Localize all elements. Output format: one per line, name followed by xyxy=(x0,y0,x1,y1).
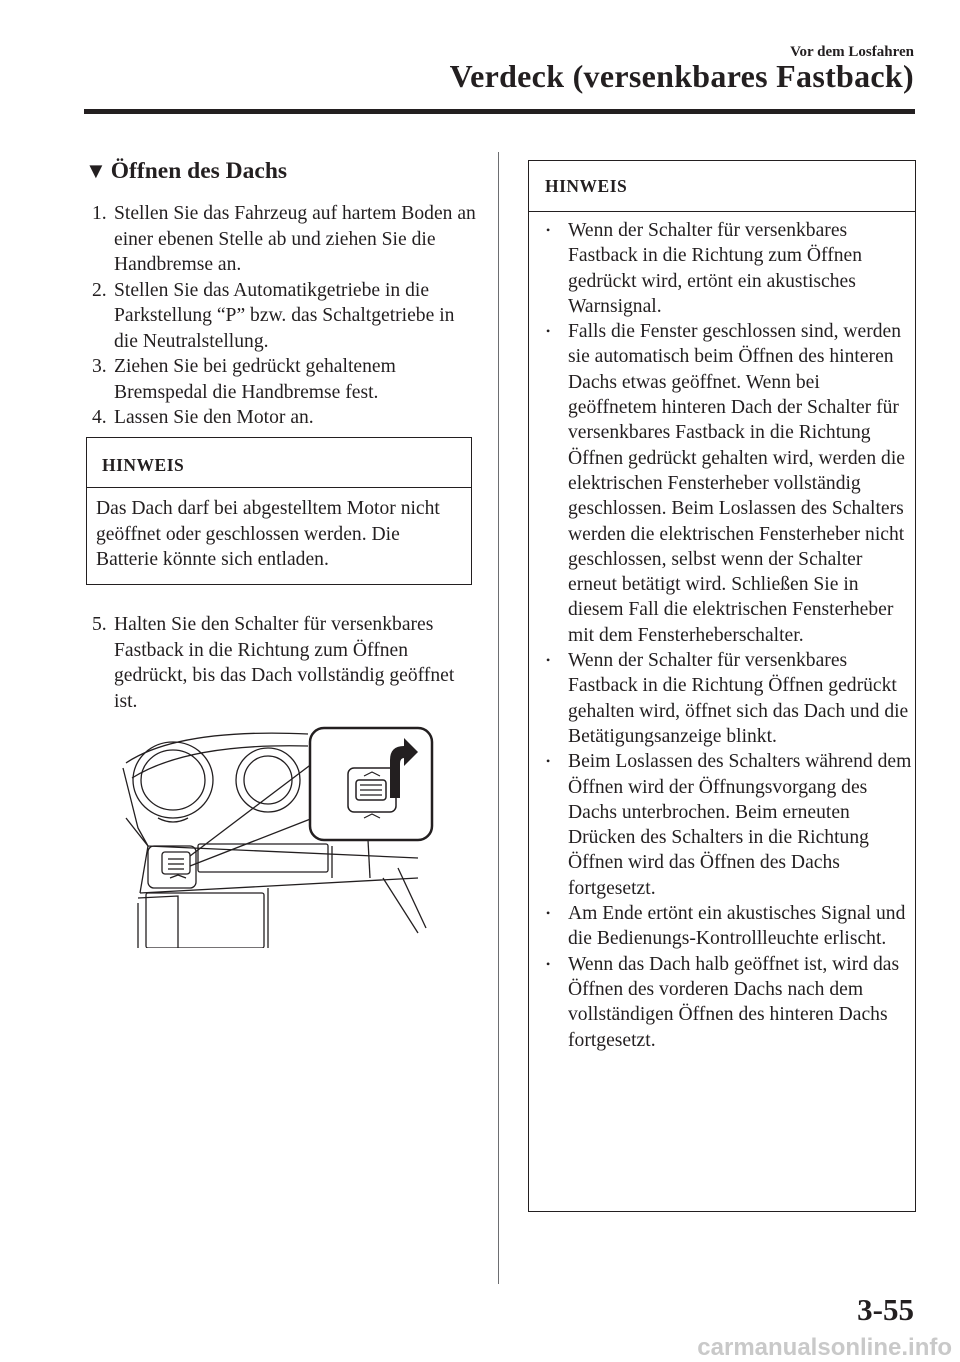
section-title-text: Öffnen des Dachs xyxy=(110,158,288,184)
page-title: Verdeck (versenkbares Fastback) xyxy=(449,58,914,94)
step-number: 2. xyxy=(92,279,107,301)
list-item: • Falls die Fenster geschlossen sind, werden sie automatisch beim Öffnen des hinteren Dachs etwas geöffnet. Wenn bei geöffnetem hinteren Dach der Schalter für versenkbares Fastback in die Richtung Öffnen gedrückt gehalten wird, werden die elektrischen Fensterheber vollständig geschlossen. Beim Loslassen des Schalters werden die elektrischen Fensterheber nicht geschlossen, selbst wenn der Schalter erneut betätigt wird. Schließen Sie in diesem Fall die elektrischen Fensterheber mit dem Fensterheberschalter. xyxy=(543,319,913,648)
note-heading: HINWEIS xyxy=(102,455,185,475)
step-text: Lassen Sie den Motor an. xyxy=(114,407,314,428)
step-text: Halten Sie den Schalter für versenkbares Fastback in die Richtung zum Öffnen gedrückt, bis das Dach vollständig geöffnet ist. xyxy=(114,614,455,712)
list-item: • Am Ende ertönt ein akustisches Signal und die Bedienungs-Kontrollleuchte erlischt. xyxy=(543,901,913,952)
step-number: 5. xyxy=(92,614,107,635)
list-item xyxy=(92,201,482,278)
note-heading: HINWEIS xyxy=(545,176,628,196)
watermark: carmanualsonline.info xyxy=(697,1334,952,1361)
note-text: Das Dach darf bei abgestelltem Motor nicht geöffnet oder geschlossen werden. Die Batterie könnte sich entladen. xyxy=(96,498,440,570)
step-text: Stellen Sie das Automatikgetriebe in die Parkstellung “P” bzw. das Schaltgetriebe in die Neutralstellung. xyxy=(114,279,455,352)
header-rule xyxy=(84,109,915,114)
note-bullets xyxy=(543,218,913,1053)
note-separator xyxy=(529,211,915,212)
list-item xyxy=(92,278,482,355)
list-item: • Wenn der Schalter für versenkbares Fastback in die Richtung Öffnen gedrückt gehalten wird, öffnet sich das Dach und die Betätigungsanzeige blinkt. xyxy=(543,648,913,749)
triangle-marker-icon: ▼ xyxy=(85,158,107,183)
list-item xyxy=(92,405,482,431)
note-separator xyxy=(87,487,471,488)
step-number: 4. xyxy=(92,407,107,428)
step-number: 3. xyxy=(92,356,107,377)
note-box-right xyxy=(528,160,916,1212)
roof-switch-illustration xyxy=(118,718,438,948)
column-divider xyxy=(498,152,499,1284)
list-item: • Beim Loslassen des Schalters während dem Öffnen wird der Öffnungsvorgang des Dachs unterbrochen. Beim erneuten Drücken des Schalters in die Richtung Öffnen wird das Öffnen des Dachs fortgesetzt. xyxy=(543,749,913,901)
step-text: Ziehen Sie bei gedrückt gehaltenem Bremspedal die Handbremse fest. xyxy=(114,356,396,403)
section-heading xyxy=(85,158,287,185)
step-text: Stellen Sie das Fahrzeug auf hartem Boden an einer ebenen Stelle ab und ziehen Sie die Handbremse an. xyxy=(114,203,476,275)
list-item: • Wenn der Schalter für versenkbares Fastback in die Richtung zum Öffnen gedrückt wird, ertönt ein akustisches Warnsignal. xyxy=(543,218,913,319)
steps-list-first xyxy=(92,201,482,431)
steps-list-second xyxy=(92,612,482,714)
step-number: 1. xyxy=(92,203,107,224)
page-number: 3-55 xyxy=(857,1292,914,1327)
switch-detail-inset xyxy=(310,728,432,840)
list-item: • Wenn das Dach halb geöffnet ist, wird das Öffnen des vorderen Dachs nach dem vollständigen Öffnen des hinteren Dachs fortgesetzt. xyxy=(543,952,913,1053)
list-item xyxy=(92,612,482,714)
list-item xyxy=(92,354,482,405)
chapter-label: Vor dem Losfahren xyxy=(790,44,914,60)
note-box-left xyxy=(86,437,472,585)
